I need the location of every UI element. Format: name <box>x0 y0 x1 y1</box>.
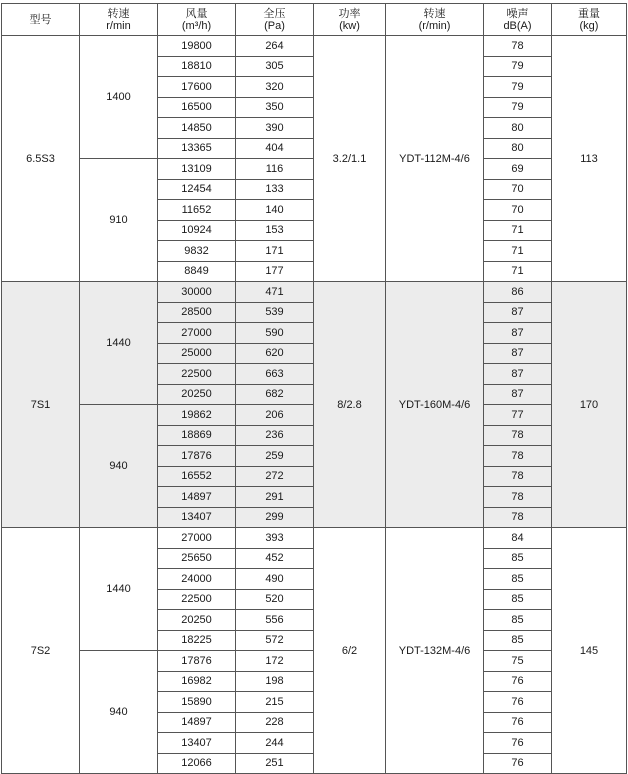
pressure-cell: 620 <box>236 343 314 364</box>
noise-cell: 87 <box>484 323 552 344</box>
airflow-cell: 14897 <box>158 487 236 508</box>
header-noise-unit: dB(A) <box>503 19 532 32</box>
pressure-cell: 228 <box>236 712 314 733</box>
airflow-cell: 14897 <box>158 712 236 733</box>
pressure-cell: 393 <box>236 528 314 549</box>
header-row <box>2 4 627 36</box>
weight-cell: 170 <box>552 282 627 528</box>
pressure-cell: 299 <box>236 507 314 528</box>
speed-cell: 940 <box>80 405 158 528</box>
model-cell: 7S2 <box>2 528 80 774</box>
pressure-cell: 682 <box>236 384 314 405</box>
table-header <box>2 4 627 36</box>
airflow-cell: 13365 <box>158 138 236 159</box>
noise-cell: 85 <box>484 569 552 590</box>
speed-cell: 1400 <box>80 36 158 159</box>
noise-cell: 86 <box>484 282 552 303</box>
model-cell: 7S1 <box>2 282 80 528</box>
pressure-cell: 572 <box>236 630 314 651</box>
pressure-cell: 236 <box>236 425 314 446</box>
pressure-cell: 259 <box>236 446 314 467</box>
pressure-cell: 305 <box>236 56 314 77</box>
header-weight <box>552 4 627 36</box>
header-pressure <box>236 4 314 36</box>
noise-cell: 70 <box>484 200 552 221</box>
airflow-cell: 9832 <box>158 241 236 262</box>
airflow-cell: 17876 <box>158 446 236 467</box>
airflow-cell: 12066 <box>158 753 236 774</box>
noise-cell: 85 <box>484 548 552 569</box>
noise-cell: 70 <box>484 179 552 200</box>
noise-cell: 69 <box>484 159 552 180</box>
airflow-cell: 20250 <box>158 384 236 405</box>
noise-cell: 78 <box>484 425 552 446</box>
fan-spec-table <box>1 3 627 774</box>
airflow-cell: 10924 <box>158 220 236 241</box>
weight-cell: 113 <box>552 36 627 282</box>
pressure-cell: 272 <box>236 466 314 487</box>
pressure-cell: 177 <box>236 261 314 282</box>
airflow-cell: 15890 <box>158 692 236 713</box>
pressure-cell: 172 <box>236 651 314 672</box>
header-speed-label: 转速 <box>107 7 130 20</box>
pressure-cell: 251 <box>236 753 314 774</box>
noise-cell: 71 <box>484 220 552 241</box>
noise-cell: 87 <box>484 364 552 385</box>
motor-cell: YDT-160M-4/6 <box>386 282 484 528</box>
noise-cell: 80 <box>484 118 552 139</box>
noise-cell: 76 <box>484 733 552 754</box>
header-power-label: 功率 <box>338 7 361 20</box>
table-row <box>2 282 627 303</box>
pressure-cell: 490 <box>236 569 314 590</box>
weight-cell: 145 <box>552 528 627 774</box>
noise-cell: 71 <box>484 261 552 282</box>
pressure-cell: 140 <box>236 200 314 221</box>
airflow-cell: 18869 <box>158 425 236 446</box>
airflow-cell: 18810 <box>158 56 236 77</box>
airflow-cell: 12454 <box>158 179 236 200</box>
header-pressure-label: 全压 <box>263 7 286 20</box>
model-group-2 <box>2 528 627 774</box>
power-cell: 8/2.8 <box>314 282 386 528</box>
pressure-cell: 556 <box>236 610 314 631</box>
model-group-0 <box>2 36 627 282</box>
airflow-cell: 13407 <box>158 733 236 754</box>
speed-cell: 910 <box>80 159 158 282</box>
noise-cell: 76 <box>484 753 552 774</box>
header-motor <box>386 4 484 36</box>
airflow-cell: 11652 <box>158 200 236 221</box>
noise-cell: 87 <box>484 343 552 364</box>
airflow-cell: 27000 <box>158 528 236 549</box>
noise-cell: 78 <box>484 466 552 487</box>
header-power-unit: (kw) <box>339 19 360 32</box>
airflow-cell: 28500 <box>158 302 236 323</box>
header-noise <box>484 4 552 36</box>
airflow-cell: 13109 <box>158 159 236 180</box>
header-motor-label: 转速 <box>423 7 446 20</box>
pressure-cell: 320 <box>236 77 314 98</box>
airflow-cell: 16500 <box>158 97 236 118</box>
power-cell: 3.2/1.1 <box>314 36 386 282</box>
noise-cell: 78 <box>484 507 552 528</box>
fan-spec-table-container <box>1 3 626 774</box>
motor-cell: YDT-132M-4/6 <box>386 528 484 774</box>
header-weight-label: 重量 <box>578 7 600 20</box>
noise-cell: 87 <box>484 302 552 323</box>
airflow-cell: 19800 <box>158 36 236 57</box>
header-noise-label: 噪声 <box>506 7 529 20</box>
airflow-cell: 18225 <box>158 630 236 651</box>
airflow-cell: 25650 <box>158 548 236 569</box>
noise-cell: 78 <box>484 446 552 467</box>
header-airflow-label: 风量 <box>185 7 208 20</box>
noise-cell: 84 <box>484 528 552 549</box>
pressure-cell: 452 <box>236 548 314 569</box>
pressure-cell: 520 <box>236 589 314 610</box>
pressure-cell: 153 <box>236 220 314 241</box>
pressure-cell: 663 <box>236 364 314 385</box>
noise-cell: 80 <box>484 138 552 159</box>
noise-cell: 76 <box>484 712 552 733</box>
airflow-cell: 24000 <box>158 569 236 590</box>
airflow-cell: 13407 <box>158 507 236 528</box>
pressure-cell: 350 <box>236 97 314 118</box>
header-model <box>2 4 80 36</box>
noise-cell: 79 <box>484 56 552 77</box>
airflow-cell: 14850 <box>158 118 236 139</box>
table-row <box>2 528 627 549</box>
pressure-cell: 264 <box>236 36 314 57</box>
noise-cell: 85 <box>484 610 552 631</box>
table-row <box>2 36 627 57</box>
airflow-cell: 19862 <box>158 405 236 426</box>
airflow-cell: 27000 <box>158 323 236 344</box>
noise-cell: 87 <box>484 384 552 405</box>
header-speed-unit: r/min <box>106 19 131 32</box>
noise-cell: 71 <box>484 241 552 262</box>
noise-cell: 85 <box>484 630 552 651</box>
pressure-cell: 215 <box>236 692 314 713</box>
header-speed <box>80 4 158 36</box>
pressure-cell: 539 <box>236 302 314 323</box>
pressure-cell: 291 <box>236 487 314 508</box>
airflow-cell: 16982 <box>158 671 236 692</box>
pressure-cell: 206 <box>236 405 314 426</box>
airflow-cell: 17600 <box>158 77 236 98</box>
header-airflow-unit: (m³/h) <box>181 19 212 32</box>
noise-cell: 79 <box>484 77 552 98</box>
model-group-1 <box>2 282 627 528</box>
airflow-cell: 8849 <box>158 261 236 282</box>
airflow-cell: 30000 <box>158 282 236 303</box>
header-power <box>314 4 386 36</box>
pressure-cell: 133 <box>236 179 314 200</box>
pressure-cell: 471 <box>236 282 314 303</box>
speed-cell: 940 <box>80 651 158 774</box>
airflow-cell: 25000 <box>158 343 236 364</box>
pressure-cell: 198 <box>236 671 314 692</box>
header-motor-unit: (r/min) <box>418 19 451 32</box>
pressure-cell: 390 <box>236 118 314 139</box>
noise-cell: 75 <box>484 651 552 672</box>
pressure-cell: 116 <box>236 159 314 180</box>
model-cell: 6.5S3 <box>2 36 80 282</box>
airflow-cell: 16552 <box>158 466 236 487</box>
noise-cell: 76 <box>484 692 552 713</box>
noise-cell: 85 <box>484 589 552 610</box>
power-cell: 6/2 <box>314 528 386 774</box>
speed-cell: 1440 <box>80 528 158 651</box>
noise-cell: 78 <box>484 487 552 508</box>
airflow-cell: 22500 <box>158 589 236 610</box>
header-pressure-unit: (Pa) <box>264 19 285 32</box>
noise-cell: 77 <box>484 405 552 426</box>
header-model-label: 型号 <box>29 13 52 26</box>
motor-cell: YDT-112M-4/6 <box>386 36 484 282</box>
pressure-cell: 404 <box>236 138 314 159</box>
header-weight-unit: (kg) <box>579 19 599 32</box>
noise-cell: 79 <box>484 97 552 118</box>
pressure-cell: 244 <box>236 733 314 754</box>
speed-cell: 1440 <box>80 282 158 405</box>
noise-cell: 78 <box>484 36 552 57</box>
airflow-cell: 22500 <box>158 364 236 385</box>
header-airflow <box>158 4 236 36</box>
airflow-cell: 17876 <box>158 651 236 672</box>
pressure-cell: 171 <box>236 241 314 262</box>
airflow-cell: 20250 <box>158 610 236 631</box>
pressure-cell: 590 <box>236 323 314 344</box>
noise-cell: 76 <box>484 671 552 692</box>
